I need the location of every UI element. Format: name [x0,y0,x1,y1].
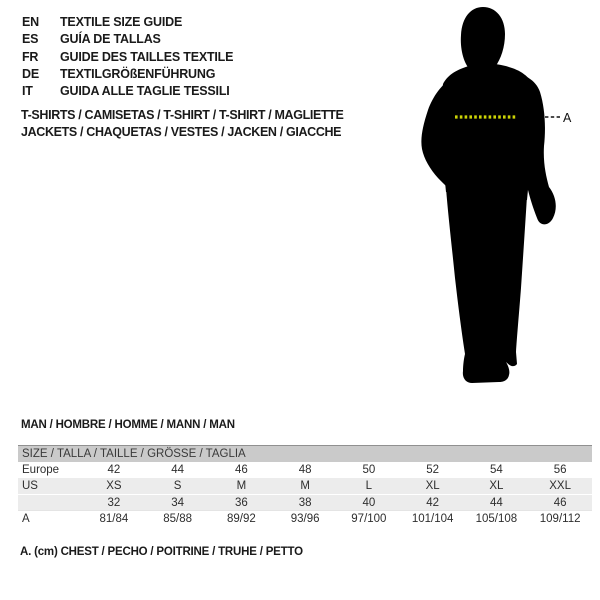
table-cell: 44 [171,464,185,476]
chest-measure-footnote: A. (cm) CHEST / PECHO / POITRINE / TRUHE / PETTO [20,546,303,558]
table-cell: 38 [298,496,312,509]
table-cell: 54 [489,464,503,476]
table-cell: XL [425,480,440,492]
language-row [22,31,233,48]
table-cell: 42 [107,464,121,476]
language-row [22,14,233,31]
table-row-chest-a [18,510,592,526]
language-list [22,14,233,100]
language-code: ES [22,32,39,47]
row-label: US [22,480,38,492]
table-row-us-numeric [18,494,592,510]
table-cell: 48 [298,464,312,476]
silhouette-left-arm [421,78,458,190]
table-cell: XS [106,480,122,492]
table-cell: S [173,480,182,492]
table-cell: 46 [234,464,248,476]
language-row [22,83,233,100]
language-label: GUÍA DE TALLAS [60,32,161,47]
silhouette-torso [442,64,536,200]
table-row-europe [18,462,592,478]
table-cell: 34 [171,496,185,509]
table-cell: 44 [489,496,503,509]
silhouette-legs [446,188,527,383]
table-cell: 89/92 [226,512,256,525]
silhouette-head [461,7,505,76]
size-table-header: SIZE / TALLA / TAILLE / GRÖSSE / TAGLIA [18,445,592,462]
tshirts-line: T-SHIRTS / CAMISETAS / T-SHIRT / T-SHIRT / MAGLIETTE [21,108,344,122]
table-cell: XL [489,480,504,492]
table-cell: M [300,480,310,492]
language-label: GUIDE DES TAILLES TEXTILE [60,49,234,64]
language-row [22,66,233,83]
table-cell: 109/112 [539,512,581,525]
table-row-us [18,478,592,494]
table-cell: 93/96 [290,512,320,525]
table-cell: M [236,480,247,492]
table-cell: 52 [426,464,440,476]
table-cell: 40 [362,496,376,509]
language-code: FR [22,49,39,64]
table-cell: XXL [549,480,571,492]
language-label: TEXTILGRÖßENFÜHRUNG [60,66,216,81]
table-cell: 46 [553,496,567,509]
table-cell: 97/100 [351,512,387,525]
measure-label-a: A [563,111,572,125]
language-label: TEXTILE SIZE GUIDE [60,15,183,29]
language-code: IT [22,84,33,99]
silhouette-right-arm [508,72,556,224]
product-category-lines [21,107,344,141]
language-code: DE [22,66,39,81]
language-code: EN [22,15,39,29]
language-label: GUIDA ALLE TAGLIE TESSILI [60,84,230,99]
table-cell: 101/104 [411,512,454,525]
table-cell: 85/88 [163,512,193,525]
size-table [18,445,592,526]
table-cell: 32 [107,496,121,509]
table-cell: 50 [362,464,376,476]
section-title-man: MAN / HOMBRE / HOMME / MANN / MAN [21,419,235,431]
table-cell: 56 [553,464,567,476]
language-row [22,49,233,66]
table-cell: L [365,480,373,492]
row-label: A [22,512,30,525]
table-cell: 81/84 [99,512,129,525]
table-cell: 105/108 [475,512,518,525]
jackets-line: JACKETS / CHAQUETAS / VESTES / JACKEN / GIACCHE [21,125,342,139]
table-cell: 36 [234,496,248,509]
table-cell: 42 [426,496,440,509]
row-label: Europe [22,464,60,476]
